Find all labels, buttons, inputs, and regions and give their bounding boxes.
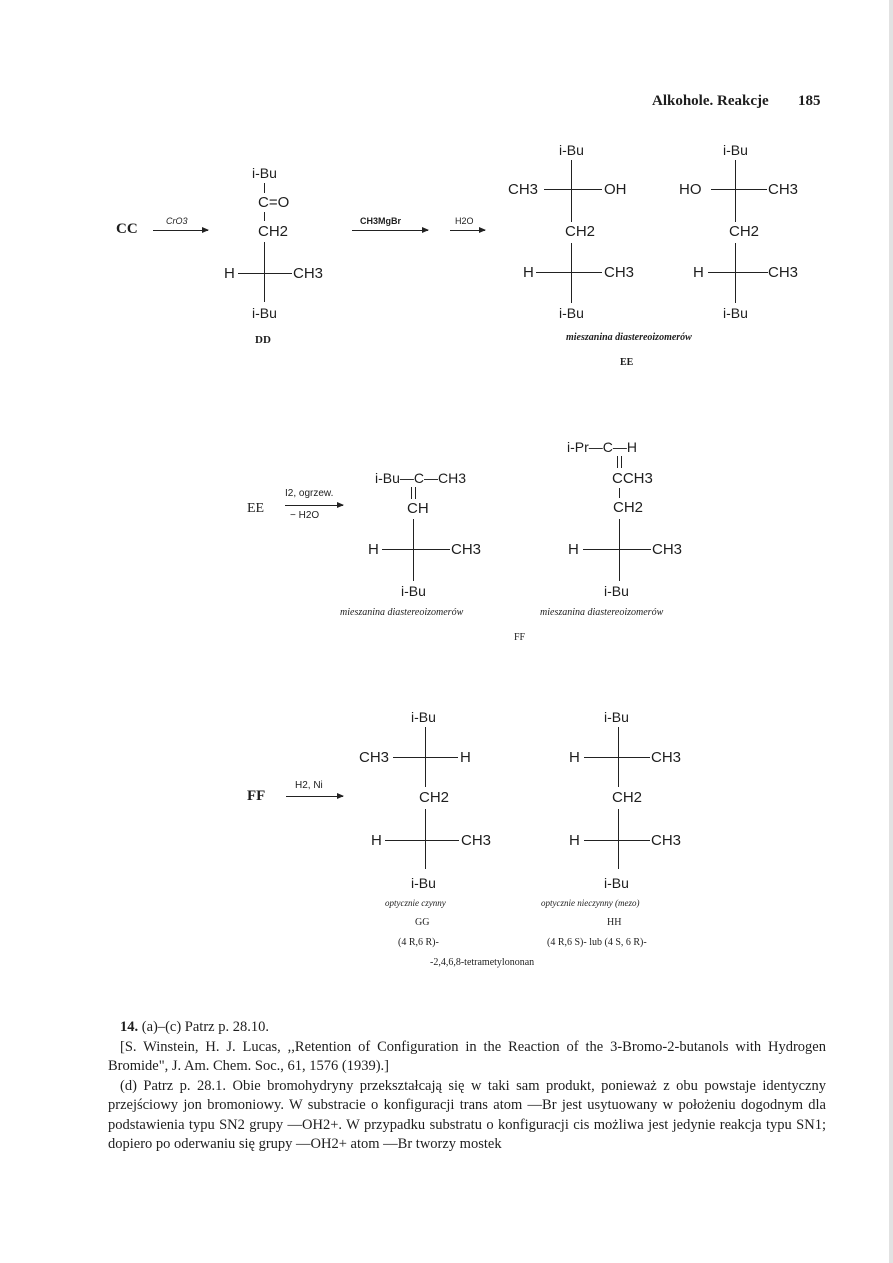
hh-right-ch3: CH3 xyxy=(651,749,682,766)
reaction-arrow-3 xyxy=(450,230,485,231)
ff2-double-bond-a xyxy=(617,456,618,468)
hh-ch3: CH3 xyxy=(651,832,682,849)
ff2-ch3: CH3 xyxy=(652,541,683,558)
ee1-left-ch3: CH3 xyxy=(508,181,539,198)
dd-ch2: CH2 xyxy=(258,223,289,240)
ff1-ch: CH xyxy=(407,500,429,517)
reagent-i2-heat: I2, ogrzew. xyxy=(285,488,334,499)
ff2-bottom-ibu: i-Bu xyxy=(604,583,629,599)
reagent-minus-h2o: − H2O xyxy=(290,510,320,521)
dd-ch3: CH3 xyxy=(293,265,324,282)
ff2-cch3: CCH3 xyxy=(612,470,653,487)
gg-label: GG xyxy=(415,917,430,928)
reaction-arrow-2 xyxy=(352,230,428,231)
reaction-arrow-5 xyxy=(286,796,343,797)
dd-top-ibu: i-Bu xyxy=(252,165,277,181)
ee1-right-oh: OH xyxy=(604,181,627,198)
gg-left-ch3: CH3 xyxy=(359,749,390,766)
ee2-axis-upper xyxy=(735,160,736,222)
ee2-horizontal-lower xyxy=(708,272,768,273)
dd-vertical-axis xyxy=(264,242,265,302)
ff2-horizontal-bond xyxy=(583,549,651,550)
answer-number: 14. xyxy=(120,1019,139,1035)
reaction-arrow-1 xyxy=(153,230,208,231)
ff2-h: H xyxy=(568,541,579,558)
gg-ch2: CH2 xyxy=(419,789,450,806)
page-number: 185 xyxy=(798,93,821,109)
ff1-caption: mieszanina diastereoizomerów xyxy=(340,607,464,618)
compound-ee-start: EE xyxy=(247,501,265,516)
dd-bond-top xyxy=(264,183,265,193)
dd-carbonyl: C=O xyxy=(258,194,290,211)
ff2-ch2: CH2 xyxy=(613,499,644,516)
dd-h: H xyxy=(224,265,235,282)
gg-top-ibu: i-Bu xyxy=(411,709,436,725)
ee-caption: mieszanina diastereoizomerów xyxy=(566,332,692,343)
ff2-vertical-axis xyxy=(619,519,620,581)
hh-axis-lower xyxy=(618,809,619,869)
gg-horizontal-upper xyxy=(393,757,458,758)
ee2-ch2: CH2 xyxy=(729,223,760,240)
ee2-h: H xyxy=(693,264,704,281)
hh-ch2: CH2 xyxy=(612,789,643,806)
dd-horizontal-bond xyxy=(238,273,292,274)
gg-right-h: H xyxy=(460,749,471,766)
ee2-left-ho: HO xyxy=(679,181,702,198)
ff1-double-bond-a xyxy=(411,487,412,499)
ee1-top-ibu: i-Bu xyxy=(559,142,584,158)
compound-ff-start: FF xyxy=(247,788,266,804)
ee1-ch2: CH2 xyxy=(565,223,596,240)
reference-citation: [S. Winstein, H. J. Lucas, ,,Retention of Configuration in the Reaction of the 3-Bromo-2-butanols with Hydrogen Bromide", J. Am. Chem. Soc., 61, 1576 (1939).] xyxy=(108,1038,826,1074)
reagent-ch3mgbr: CH3MgBr xyxy=(360,216,402,226)
reagent-h2-ni: H2, Ni xyxy=(295,780,323,791)
ee1-ch3: CH3 xyxy=(604,264,635,281)
hh-bottom-ibu: i-Bu xyxy=(604,875,629,891)
gg-bottom-ibu: i-Bu xyxy=(411,875,436,891)
answer-14-ac: (a)–(c) Patrz p. 28.10. xyxy=(141,1019,269,1035)
ff2-bond-2 xyxy=(619,488,620,498)
compound-name: -2,4,6,8-tetrametylononan xyxy=(430,957,535,968)
ff1-bottom-ibu: i-Bu xyxy=(401,583,426,599)
ff1-ch3: CH3 xyxy=(451,541,482,558)
ee1-h: H xyxy=(523,264,534,281)
ee1-axis-lower xyxy=(571,243,572,303)
ee1-horizontal-lower xyxy=(536,272,602,273)
ff2-caption: mieszanina diastereoizomerów xyxy=(540,607,664,618)
gg-horizontal-lower xyxy=(385,840,459,841)
ee2-axis-lower xyxy=(735,243,736,303)
answer-14-d: (d) Patrz p. 28.1. Obie bromohydryny przekształcają się w taki sam produkt, ponieważ z obu powstaje identyczny przejściowy jon bromoniowy. W substracie o konfiguracji trans atom —Br jest usytuowany w położeniu dogodnym dla podstawienia typu SN2 grupy —OH2+. W przypadku substratu o konfiguracji cis możliwa jest jedynie reakcja typu SN1; dopiero po oderwaniu się grupy —OH2+ atom —Br tworzy mostek xyxy=(108,1077,826,1152)
gg-h: H xyxy=(371,832,382,849)
ee2-horizontal-upper xyxy=(711,189,767,190)
ff-label: FF xyxy=(514,632,526,643)
ee-label: EE xyxy=(620,357,634,368)
ee2-bottom-ibu: i-Bu xyxy=(723,305,748,321)
compound-cc-label: CC xyxy=(116,221,138,237)
ff2-top: i-Pr—C—H xyxy=(567,439,637,455)
ff1-h: H xyxy=(368,541,379,558)
dd-bond-2 xyxy=(264,212,265,221)
ff1-vertical-axis xyxy=(413,519,414,581)
ff1-double-bond-b xyxy=(415,487,416,499)
hh-horizontal-lower xyxy=(584,840,650,841)
page-edge-shadow xyxy=(889,0,893,1263)
hh-top-ibu: i-Bu xyxy=(604,709,629,725)
dd-label: DD xyxy=(255,334,271,346)
reaction-arrow-4 xyxy=(285,505,343,506)
hh-left-h: H xyxy=(569,749,580,766)
ff2-double-bond-b xyxy=(621,456,622,468)
ee1-horizontal-upper xyxy=(544,189,602,190)
gg-configuration: (4 R,6 R)- xyxy=(398,937,439,948)
reagent-h2o: H2O xyxy=(455,216,474,226)
ee2-right-ch3: CH3 xyxy=(768,181,799,198)
ee2-top-ibu: i-Bu xyxy=(723,142,748,158)
reagent-cro3: CrO3 xyxy=(166,216,188,226)
ee1-bottom-ibu: i-Bu xyxy=(559,305,584,321)
gg-ch3: CH3 xyxy=(461,832,492,849)
answer-14-line-a xyxy=(108,1018,826,1038)
answer-14-text xyxy=(108,1018,826,1155)
dd-bottom-ibu: i-Bu xyxy=(252,305,277,321)
hh-horizontal-upper xyxy=(584,757,650,758)
hh-h: H xyxy=(569,832,580,849)
ff1-top: i-Bu—C—CH3 xyxy=(375,470,467,486)
running-header-title: Alkohole. Reakcje xyxy=(652,93,769,109)
hh-configuration: (4 R,6 S)- lub (4 S, 6 R)- xyxy=(547,937,647,948)
hh-label: HH xyxy=(607,917,622,928)
gg-caption: optycznie czynny xyxy=(385,898,446,908)
hh-caption: optycznie nieczynny (mezo) xyxy=(541,898,640,908)
gg-axis-lower xyxy=(425,809,426,869)
ee1-axis-upper xyxy=(571,160,572,222)
ee2-ch3: CH3 xyxy=(768,264,799,281)
ff1-horizontal-bond xyxy=(382,549,450,550)
